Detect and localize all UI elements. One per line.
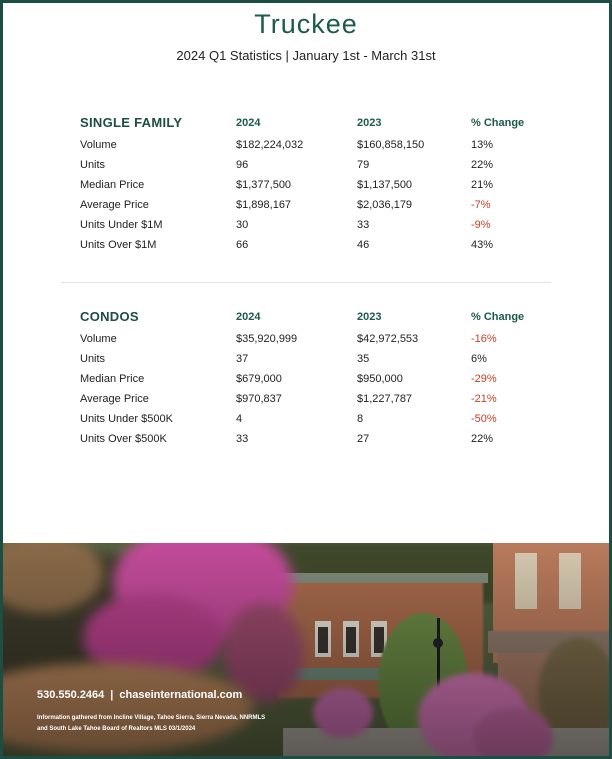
row-label: Median Price — [80, 179, 145, 191]
percent-change: 6% — [471, 353, 487, 365]
table-row — [80, 136, 550, 156]
row-label: Units Over $500K — [80, 433, 167, 445]
percent-change: 22% — [471, 159, 494, 171]
value-2024: 4 — [236, 413, 243, 425]
row-label: Units Over $1M — [80, 239, 157, 251]
footer-contact — [37, 689, 242, 701]
footer-separator: | — [110, 689, 114, 701]
value-2023: 8 — [357, 413, 364, 425]
value-2024: $970,837 — [236, 393, 282, 405]
value-2024: $1,377,500 — [236, 179, 292, 191]
value-2024: $182,224,032 — [236, 139, 304, 151]
table-row — [80, 156, 550, 176]
single-family-table — [80, 113, 550, 256]
row-label: Average Price — [80, 393, 149, 405]
section-heading: SINGLE FAMILY — [80, 115, 183, 130]
table-row — [80, 330, 550, 350]
value-2023: $1,137,500 — [357, 179, 413, 191]
table-row — [80, 350, 550, 370]
table-row — [80, 176, 550, 196]
value-2023: 79 — [357, 159, 370, 171]
table-row — [80, 370, 550, 390]
column-header-change: % Change — [471, 311, 525, 323]
percent-change: -7% — [471, 199, 491, 211]
value-2024: $679,000 — [236, 373, 282, 385]
section-heading: CONDOS — [80, 309, 139, 324]
value-2024: 96 — [236, 159, 249, 171]
row-label: Median Price — [80, 373, 145, 385]
percent-change: 21% — [471, 179, 494, 191]
section-divider — [61, 282, 551, 283]
row-label: Units — [80, 353, 106, 365]
column-header-2024: 2024 — [236, 117, 261, 129]
condos-table — [80, 307, 550, 450]
value-2023: $160,858,150 — [357, 139, 425, 151]
percent-change: 43% — [471, 239, 494, 251]
table-row — [80, 390, 550, 410]
percent-change: -50% — [471, 413, 497, 425]
percent-change: 13% — [471, 139, 494, 151]
value-2023: $2,036,179 — [357, 199, 413, 211]
percent-change: -9% — [471, 219, 491, 231]
value-2024: $35,920,999 — [236, 333, 298, 345]
page-subtitle: 2024 Q1 Statistics | January 1st - March 31st — [176, 48, 436, 63]
percent-change: -29% — [471, 373, 497, 385]
row-label: Average Price — [80, 199, 149, 211]
table-row — [80, 236, 550, 256]
table-row — [80, 430, 550, 450]
row-label: Volume — [80, 139, 117, 151]
row-label: Units Under $1M — [80, 219, 163, 231]
table-header — [80, 307, 550, 330]
column-header-change: % Change — [471, 117, 525, 129]
value-2023: 35 — [357, 353, 370, 365]
row-label: Volume — [80, 333, 117, 345]
table-row — [80, 410, 550, 430]
percent-change: 22% — [471, 433, 494, 445]
page-title: Truckee — [254, 9, 358, 39]
value-2023: $42,972,553 — [357, 333, 419, 345]
column-header-2023: 2023 — [357, 117, 382, 129]
value-2024: 37 — [236, 353, 249, 365]
table-row — [80, 216, 550, 236]
value-2023: 46 — [357, 239, 370, 251]
value-2024: 33 — [236, 433, 249, 445]
value-2024: 30 — [236, 219, 249, 231]
column-header-2024: 2024 — [236, 311, 261, 323]
town-photo — [3, 543, 609, 756]
website-link[interactable]: chaseinternational.com — [119, 689, 243, 701]
table-row — [80, 196, 550, 216]
value-2023: $950,000 — [357, 373, 403, 385]
row-label: Units Under $500K — [80, 413, 173, 425]
value-2023: 27 — [357, 433, 370, 445]
phone-number[interactable]: 530.550.2464 — [37, 689, 105, 701]
percent-change: -21% — [471, 393, 497, 405]
value-2024: $1,898,167 — [236, 199, 292, 211]
value-2024: 66 — [236, 239, 249, 251]
row-label: Units — [80, 159, 106, 171]
percent-change: -16% — [471, 333, 497, 345]
data-source-note: Information gathered from Incline Village, Tahoe Sierra, Sierra Nevada, NNRMLS and South Lake Tahoe Board of Realtors MLS 03/1/2024 — [37, 715, 266, 732]
value-2023: 33 — [357, 219, 370, 231]
table-header — [80, 113, 550, 136]
column-header-2023: 2023 — [357, 311, 382, 323]
value-2023: $1,227,787 — [357, 393, 413, 405]
